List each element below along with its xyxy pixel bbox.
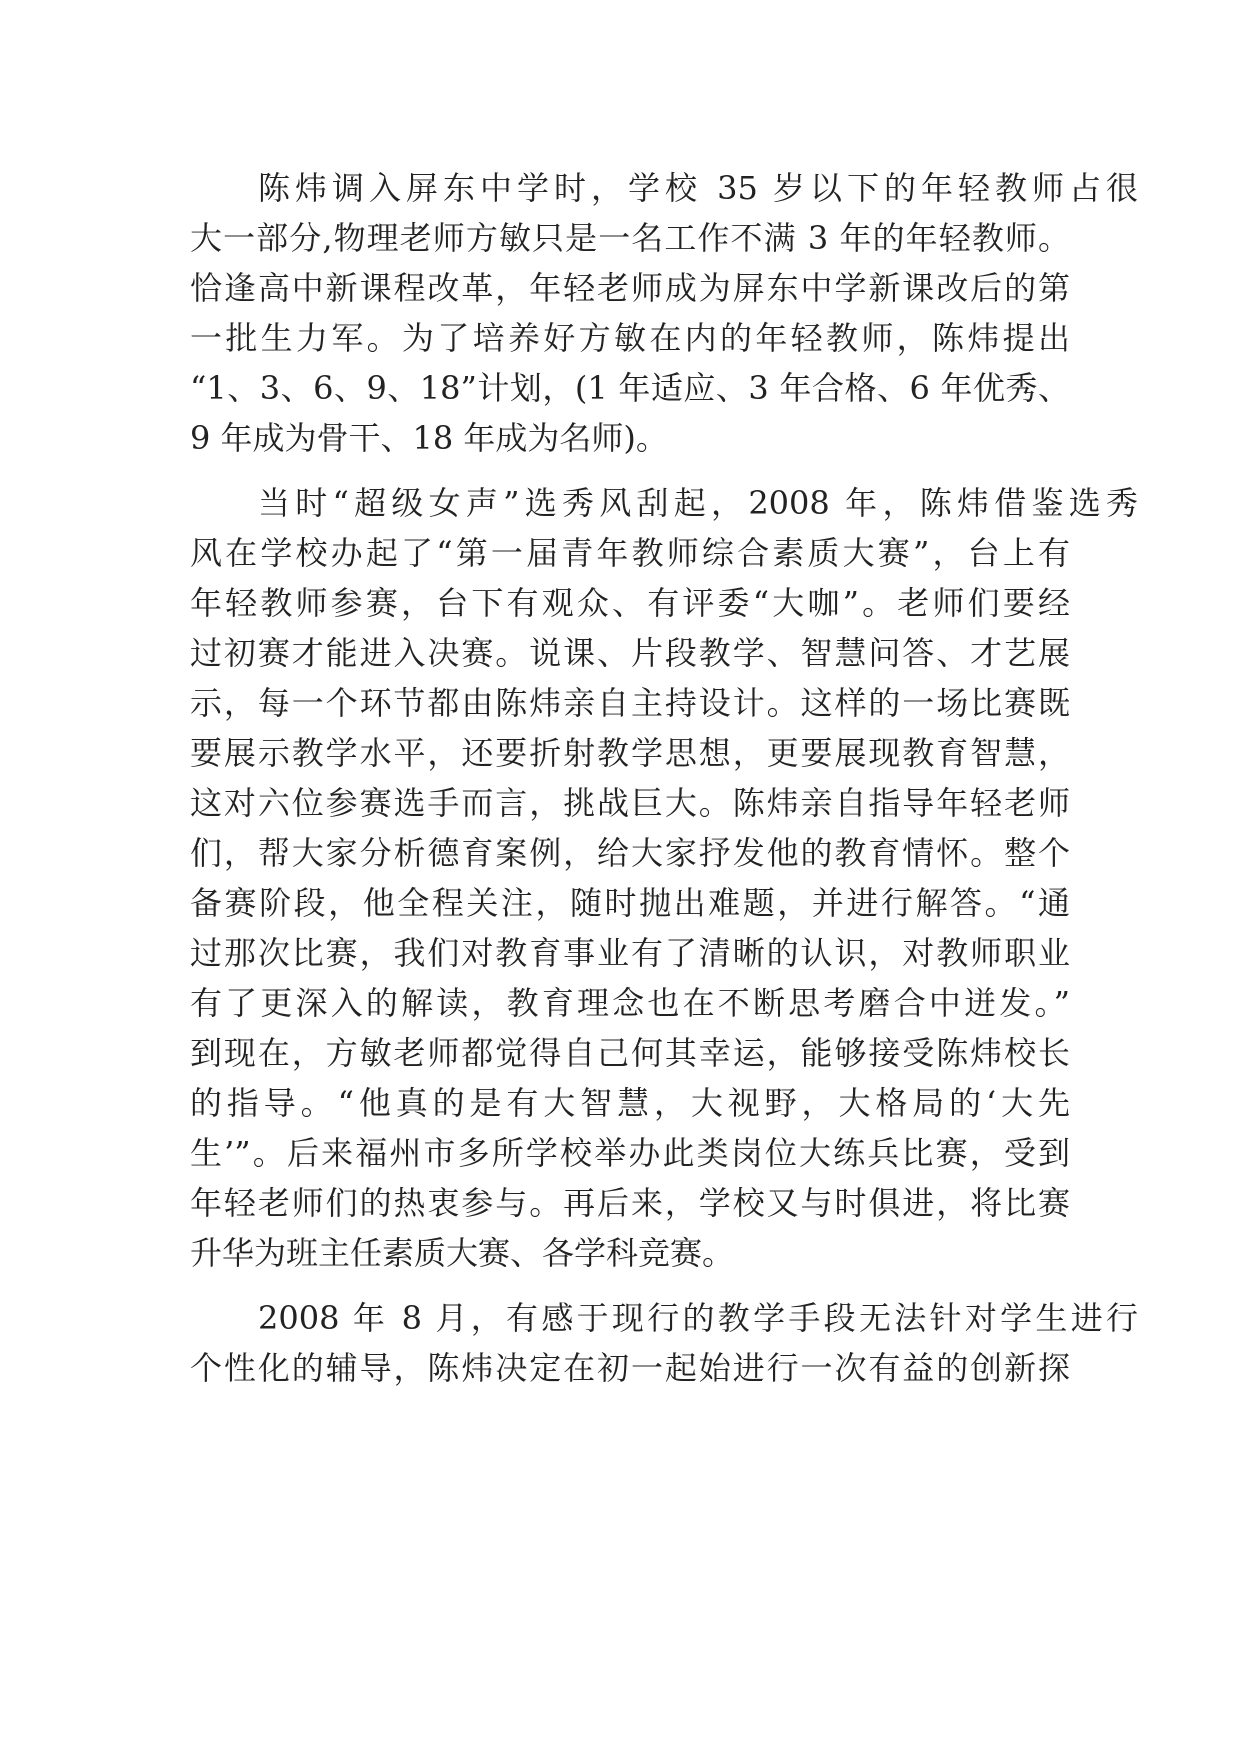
paragraph-2-line-7: 这对六位参赛选手而言，挑战巨大。陈炜亲自指导年轻老师: [190, 784, 1070, 822]
paragraph-3-line-1: 2008 年 8 月，有感于现行的教学手段无法针对学生进行: [258, 1299, 1138, 1337]
paragraph-1-line-3: 恰逢高中新课程改革，年轻老师成为屏东中学新课改后的第: [190, 269, 1070, 307]
paragraph-2-line-3: 年轻教师参赛，台下有观众、有评委“大咖”。老师们要经: [190, 584, 1070, 622]
paragraph-2-line-1: 当时“超级女声”选秀风刮起，2008 年，陈炜借鉴选秀: [258, 484, 1138, 522]
paragraph-1-line-1: 陈炜调入屏东中学时，学校 35 岁以下的年轻教师占很: [258, 169, 1138, 207]
paragraph-1-line-2: 大一部分,物理老师方敏只是一名工作不满 3 年的年轻教师。: [190, 219, 1070, 257]
paragraph-1-line-5: “1、3、6、9、18”计划，(1 年适应、3 年合格、6 年优秀、: [190, 369, 1070, 407]
paragraph-2-line-13: 的指导。“他真的是有大智慧，大视野，大格局的‘大先: [190, 1084, 1070, 1122]
paragraph-2-line-8: 们，帮大家分析德育案例，给大家抒发他的教育情怀。整个: [190, 834, 1070, 872]
paragraph-2-line-4: 过初赛才能进入决赛。说课、片段教学、智慧问答、才艺展: [190, 634, 1070, 672]
paragraph-2-line-5: 示，每一个环节都由陈炜亲自主持设计。这样的一场比赛既: [190, 684, 1070, 722]
paragraph-1-line-6: 9 年成为骨干、18 年成为名师)。: [190, 419, 668, 457]
paragraph-2-line-12: 到现在，方敏老师都觉得自己何其幸运，能够接受陈炜校长: [190, 1034, 1070, 1072]
paragraph-3-line-2: 个性化的辅导，陈炜决定在初一起始进行一次有益的创新探: [190, 1349, 1070, 1387]
paragraph-2-line-6: 要展示教学水平，还要折射教学思想，更要展现教育智慧，: [190, 734, 1070, 772]
paragraph-2-line-11: 有了更深入的解读，教育理念也在不断思考磨合中迸发。”: [190, 984, 1070, 1022]
paragraph-2-line-10: 过那次比赛，我们对教育事业有了清晰的认识，对教师职业: [190, 934, 1070, 972]
paragraph-2-line-14: 生’”。后来福州市多所学校举办此类岗位大练兵比赛，受到: [190, 1134, 1070, 1172]
paragraph-1-line-4: 一批生力军。为了培养好方敏在内的年轻教师，陈炜提出: [190, 319, 1070, 357]
paragraph-2-line-9: 备赛阶段，他全程关注，随时抛出难题，并进行解答。“通: [190, 884, 1070, 922]
paragraph-2-line-16: 升华为班主任素质大赛、各学科竞赛。: [190, 1234, 735, 1272]
paragraph-2-line-2: 风在学校办起了“第一届青年教师综合素质大赛”，台上有: [190, 534, 1070, 572]
paragraph-2-line-15: 年轻老师们的热衷参与。再后来，学校又与时俱进，将比赛: [190, 1184, 1070, 1222]
